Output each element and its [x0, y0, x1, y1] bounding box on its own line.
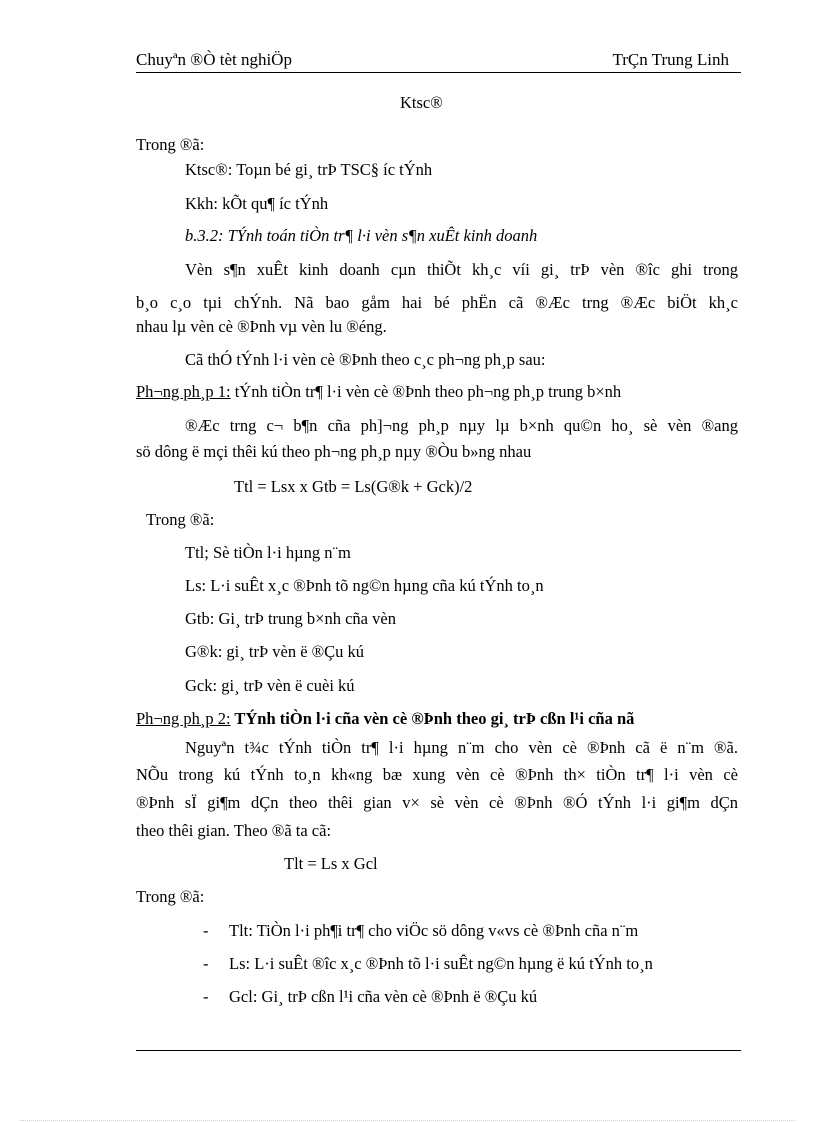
page-edge-divider — [20, 1120, 796, 1121]
paragraph-line: Cã thÓ tÝnh l·i vèn cè ®Þnh theo c¸c ph¬ng ph¸p sau: — [185, 350, 546, 369]
paragraph-line: ®Æc trng c¬ b¶n cña ph]¬ng ph¸p nµy lµ b×nh qu©n ho¸ sè vèn ®ang — [185, 416, 738, 435]
definition-line: G®k: gi¸ trÞ vèn ë ®Çu kú — [185, 642, 365, 661]
method-2-label: Ph¬ng ph¸p 2: — [136, 709, 231, 728]
paragraph-line: ®Þnh sÏ gi¶m dÇn theo thêi gian v× sè vèn cè ®Þnh ®Ó tÝnh l·i gi¶m dÇn — [136, 793, 738, 812]
method-2-text: TÝnh tiÒn l·i cña vèn cè ®Þnh theo gi¸ trÞ cßn l¹i cña nã — [230, 709, 635, 728]
bullet-item: Gcl: Gi¸ trÞ cßn l¹i cña vèn cè ®Þnh ë ®Çu kú — [229, 987, 538, 1006]
page-header — [136, 48, 741, 73]
paragraph-line: NÕu trong kú tÝnh to¸n kh«ng bæ xung vèn cè ®Þnh th× tiÒn tr¶ l·i vèn cè — [136, 765, 738, 784]
formula-line: Tlt = Ls x Gcl — [284, 854, 378, 873]
definition-line: Gck: gi¸ trÞ vèn ë cuèi kú — [185, 676, 355, 695]
paragraph-line: nhau lµ vèn cè ®Þnh vµ vèn lu ®éng. — [136, 317, 387, 336]
definition-line: Ls: L·i suÊt x¸c ®Þnh tõ ng©n hµng cña kú tÝnh to¸n — [185, 576, 544, 595]
definition-line: Gtb: Gi¸ trÞ trung b×nh cña vèn — [185, 609, 396, 628]
bullet-dash: - — [203, 921, 209, 940]
paragraph-line: theo thêi gian. Theo ®ã ta cã: — [136, 821, 332, 840]
paragraph-line: Nguyªn t¾c tÝnh tiÒn tr¶ l·i hµng n¨m cho vèn cè ®Þnh cã ë n¨m ®ã. — [185, 738, 738, 757]
header-left-title: Chuyªn ®Ò tèt nghiÖp — [136, 50, 292, 69]
bullet-item: Tlt: TiÒn l·i ph¶i tr¶ cho viÖc sö dông v«vs cè ®Þnh cña n¨m — [229, 921, 639, 940]
formula-line: Ttl = Lsx x Gtb = Ls(G®k + Gck)/2 — [234, 477, 473, 496]
paragraph-line: b¸o c¸o tµi chÝnh. Nã bao gåm hai bé phËn cã ®Æc trng ®Æc biÖt kh¸c — [136, 293, 738, 312]
method-1-line — [136, 382, 621, 402]
footer-rule — [136, 1050, 741, 1051]
where-label: Trong ®ã: — [146, 510, 215, 529]
method-1-label: Ph¬ng ph¸p 1: — [136, 382, 231, 401]
header-author: TrÇn Trung Linh — [612, 50, 729, 69]
definition-line: Ttl; Sè tiÒn l·i hµng n¨m — [185, 543, 351, 562]
section-heading: b.3.2: TÝnh toán tiÒn tr¶ l·i vèn s¶n xuÊt kinh doanh — [185, 226, 538, 245]
where-label: Trong ®ã: — [136, 887, 205, 906]
bullet-dash: - — [203, 954, 209, 973]
method-2-line — [136, 709, 634, 729]
paragraph-line: Vèn s¶n xuÊt kinh doanh cµn thiÕt kh¸c víi gi¸ trÞ vèn ®îc ghi trong — [185, 260, 738, 279]
where-label: Trong ®ã: — [136, 135, 205, 154]
bullet-dash: - — [203, 987, 209, 1006]
definition-line: Kkh: kÕt qu¶ íc tÝnh — [185, 194, 329, 213]
definition-line: Ktsc®: Toµn bé gi¸ trÞ TSC§ íc tÝnh — [185, 160, 433, 179]
method-1-text: tÝnh tiÒn tr¶ l·i vèn cè ®Þnh theo ph¬ng ph¸p trung b×nh — [230, 382, 622, 401]
paragraph-line: sö dông ë mçi thêi kú theo ph¬ng ph¸p nµy ®Òu b»ng nhau — [136, 442, 532, 461]
bullet-item: Ls: L·i suÊt ®îc x¸c ®Þnh tõ l·i suÊt ng©n hµng ë kú tÝnh to¸n — [229, 954, 653, 973]
formula-label: Ktsc® — [400, 93, 443, 112]
